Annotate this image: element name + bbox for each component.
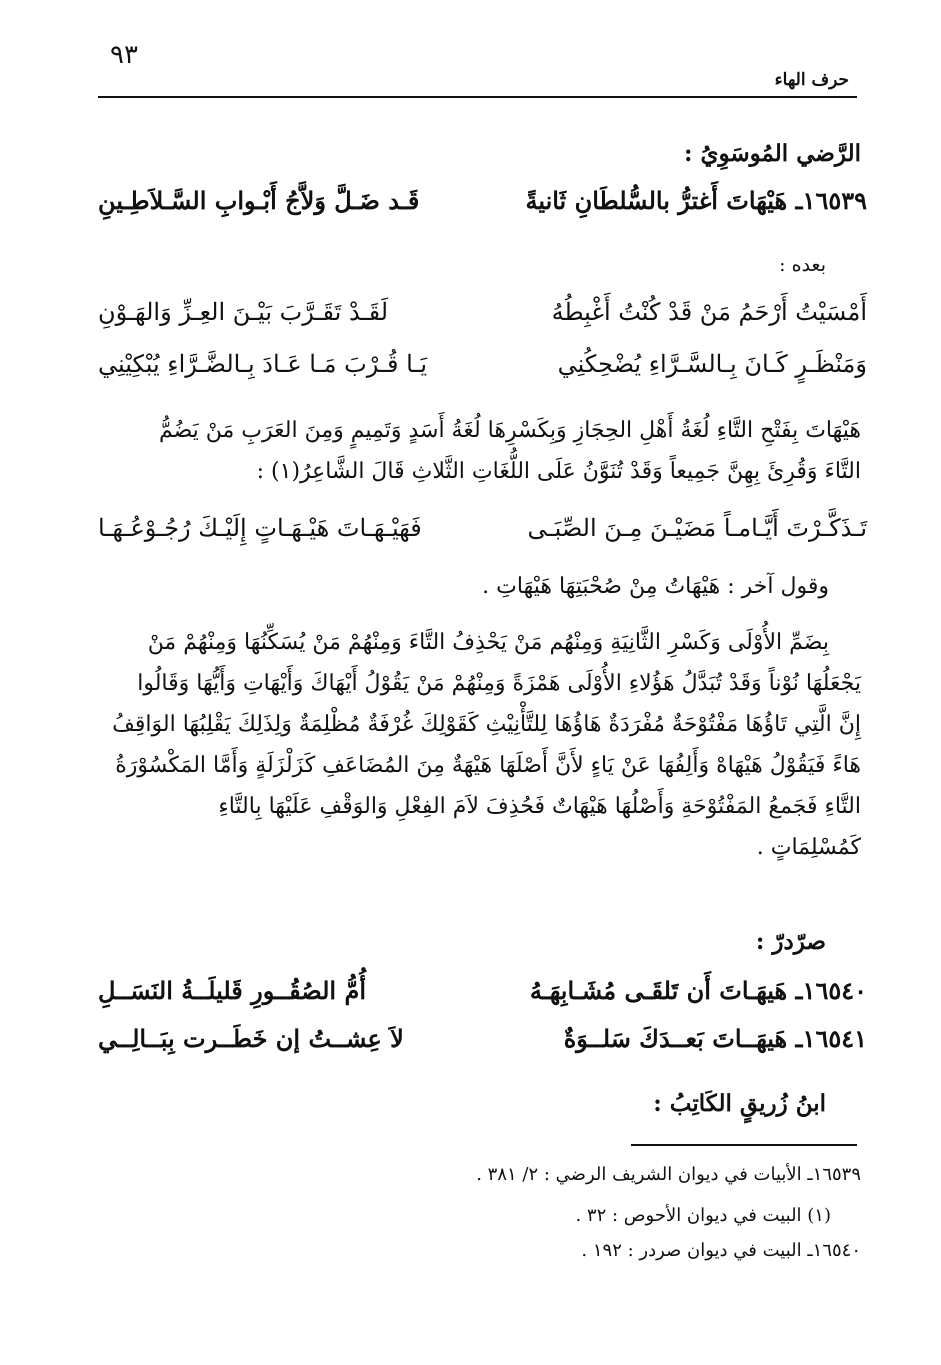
verse-first-hemistich: تَـذَكَّـرْتَ أَيَّـامـاً مَضَيْـنَ مِـنَ الصِّبَـى (527, 514, 867, 542)
paragraph-line: هَاءً فَيَقُوْلُ هَيْهَاهْ وَأَلِفُهَا عَنْ يَاءٍ لأَنَّ أَصْلَهَا هَيْهَةٌ مِنَ المُضَاعَفِ كَزَلْزَلَةٍ وَأَمَّا المَكْسُوْرَةُ (115, 753, 861, 778)
paragraph-line: كَمُسْلِمَاتٍ . (756, 835, 861, 860)
paragraph-line: التَّاءَ وَقُرِئَ بِهِنَّ جَمِيعاً وَقَدْ تُنَوَّنُ عَلَى اللُّغَاتِ الثَّلاثِ قَالَ الشَّاعِرُ(١) : (256, 459, 861, 484)
verse-line (98, 514, 867, 542)
page-number: ٩٣ (110, 40, 138, 70)
verse-first-hemistich: وَمَنْظَـرٍ كَـانَ بِـالسَّـرَّاءِ يُضْحِكُنِي (557, 350, 867, 378)
verse-second-hemistich: قَـد ضَـلَّ وَلاَّجُ أَبْـوابِ السَّـلاَطِـينِ (98, 186, 420, 215)
footnote: ١٦٥٤٠ـ البيت في ديوان صردر : ١٩٢ . (581, 1240, 861, 1261)
header-rule (98, 96, 857, 98)
paragraph-line: التَّاءِ فَجَمعُ المَفْتُوْحَةِ وَأَصْلُهَا هَيْهَاتٌ فَحُذِفَ لاَمَ الفِعْلِ وَالوَقْفِ عَلَيْهَا بِالتَّاءِ (218, 794, 861, 819)
verse-line (98, 1024, 867, 1053)
commentary-paragraph (98, 622, 861, 868)
verse-second-hemistich: لَقَـدْ تَقَـرَّبَ بَيْـنَ العِـزِّ وَالهَـوْنِ (98, 298, 389, 326)
poet-heading: صرّدرّ : (755, 928, 826, 955)
verse-line (98, 298, 867, 326)
footnote: (١) البيت في ديوان الأحوص : ٣٢ . (575, 1205, 831, 1226)
verse-second-hemistich: يَـا قُـرْبَ مَـا عَـادَ بِـالضَّـرَّاءِ يُبْكِيْنِي (98, 350, 428, 378)
footnote: ١٦٥٣٩ـ الأبيات في ديوان الشريف الرضي : ٢/ ٣٨١ . (476, 1164, 861, 1185)
footnote-rule (631, 1144, 857, 1146)
verse-second-hemistich: لاَ عِشــتُ إن خَطَــرت بِبَــالِــي (98, 1024, 404, 1053)
paragraph-line: هَيْهَاتَ بِفَتْحِ التَّاءِ لُغَةُ أَهْلِ الحِجَازِ وَبِكَسْرِهَا لُغَةُ أَسَدٍ وَتَمِيمٍ وَمِنَ العَرَبِ مَنْ يَضُمُّ (158, 418, 861, 443)
other-saying: وقول آخر : هَيْهَاتُ مِنْ صُحْبَتِهَا هَيْهَاتِ . (482, 574, 829, 599)
verse-line (98, 976, 867, 1005)
after-label: بعده : (779, 254, 826, 276)
poet-heading: الرَّضي المُوسَوِيُ : (683, 140, 861, 167)
verse-first-hemistich: ١٦٥٣٩ـ هَيْهَاتَ أَغترُّ بالسُّلطَانِ ثَانيةً (525, 186, 867, 215)
verse-first-hemistich: أَمْسَيْتُ أَرْحَمُ مَنْ قَدْ كُنْتُ أَغْبِطُهُ (551, 298, 867, 326)
paragraph-line: إِنَّ الَّتِي تَاؤُهَا مَفْتُوْحَةٌ مُفْرَدَةٌ هَاؤُهَا لِلتَّأْنِيْثِ كَقَوْلِكَ غُرْفَةٌ مُظْلِمَةٌ وَلِذَلِكَ يَقْلِبُهَا الوَاقِفُ (112, 712, 861, 737)
poet-heading: ابنُ زُريقٍ الكَاتِبُ : (653, 1090, 826, 1117)
verse-second-hemistich: فَهَيْـهَـاتَ هَيْـهَـاتٍ إِلَيْـكَ رُجُـوْعُـهَـا (98, 514, 422, 542)
running-head: حرف الهاء (774, 70, 849, 90)
verse-line (98, 186, 867, 215)
verse-line (98, 350, 867, 378)
paragraph-line: بِضَمِّ الأُوْلَى وَكَسْرِ الثَّانِيَةِ وَمِنْهُم مَنْ يَحْذِفُ التَّاءَ وَمِنْهُمْ مَنْ يُسَكِّنُهَا وَمِنْهُمْ مَنْ (147, 630, 829, 655)
verse-second-hemistich: أُمُّ الصُقُــورِ قَليلَــةُ النَسَــلِ (98, 976, 366, 1005)
commentary-paragraph (98, 410, 861, 492)
verse-first-hemistich: ١٦٥٤٠ـ هَيهَـاتَ أَن تَلقَـى مُشَـابِهَـهُ (529, 976, 867, 1005)
paragraph-line: يَجْعَلُهَا نُوْناً وَقَدْ تُبَدَّلُ هَؤُلاءِ الأُوْلَى هَمْزَةً وَمِنْهُمْ مَنْ يَقُوْلُ أَيْهَاكَ وَأَيْهَاتِ وَأَيُّهَا وَقَالُوا (137, 671, 861, 696)
verse-first-hemistich: ١٦٥٤١ـ هَيهَــاتَ بَعــدَكَ سَلــوَةٌ (563, 1024, 867, 1053)
